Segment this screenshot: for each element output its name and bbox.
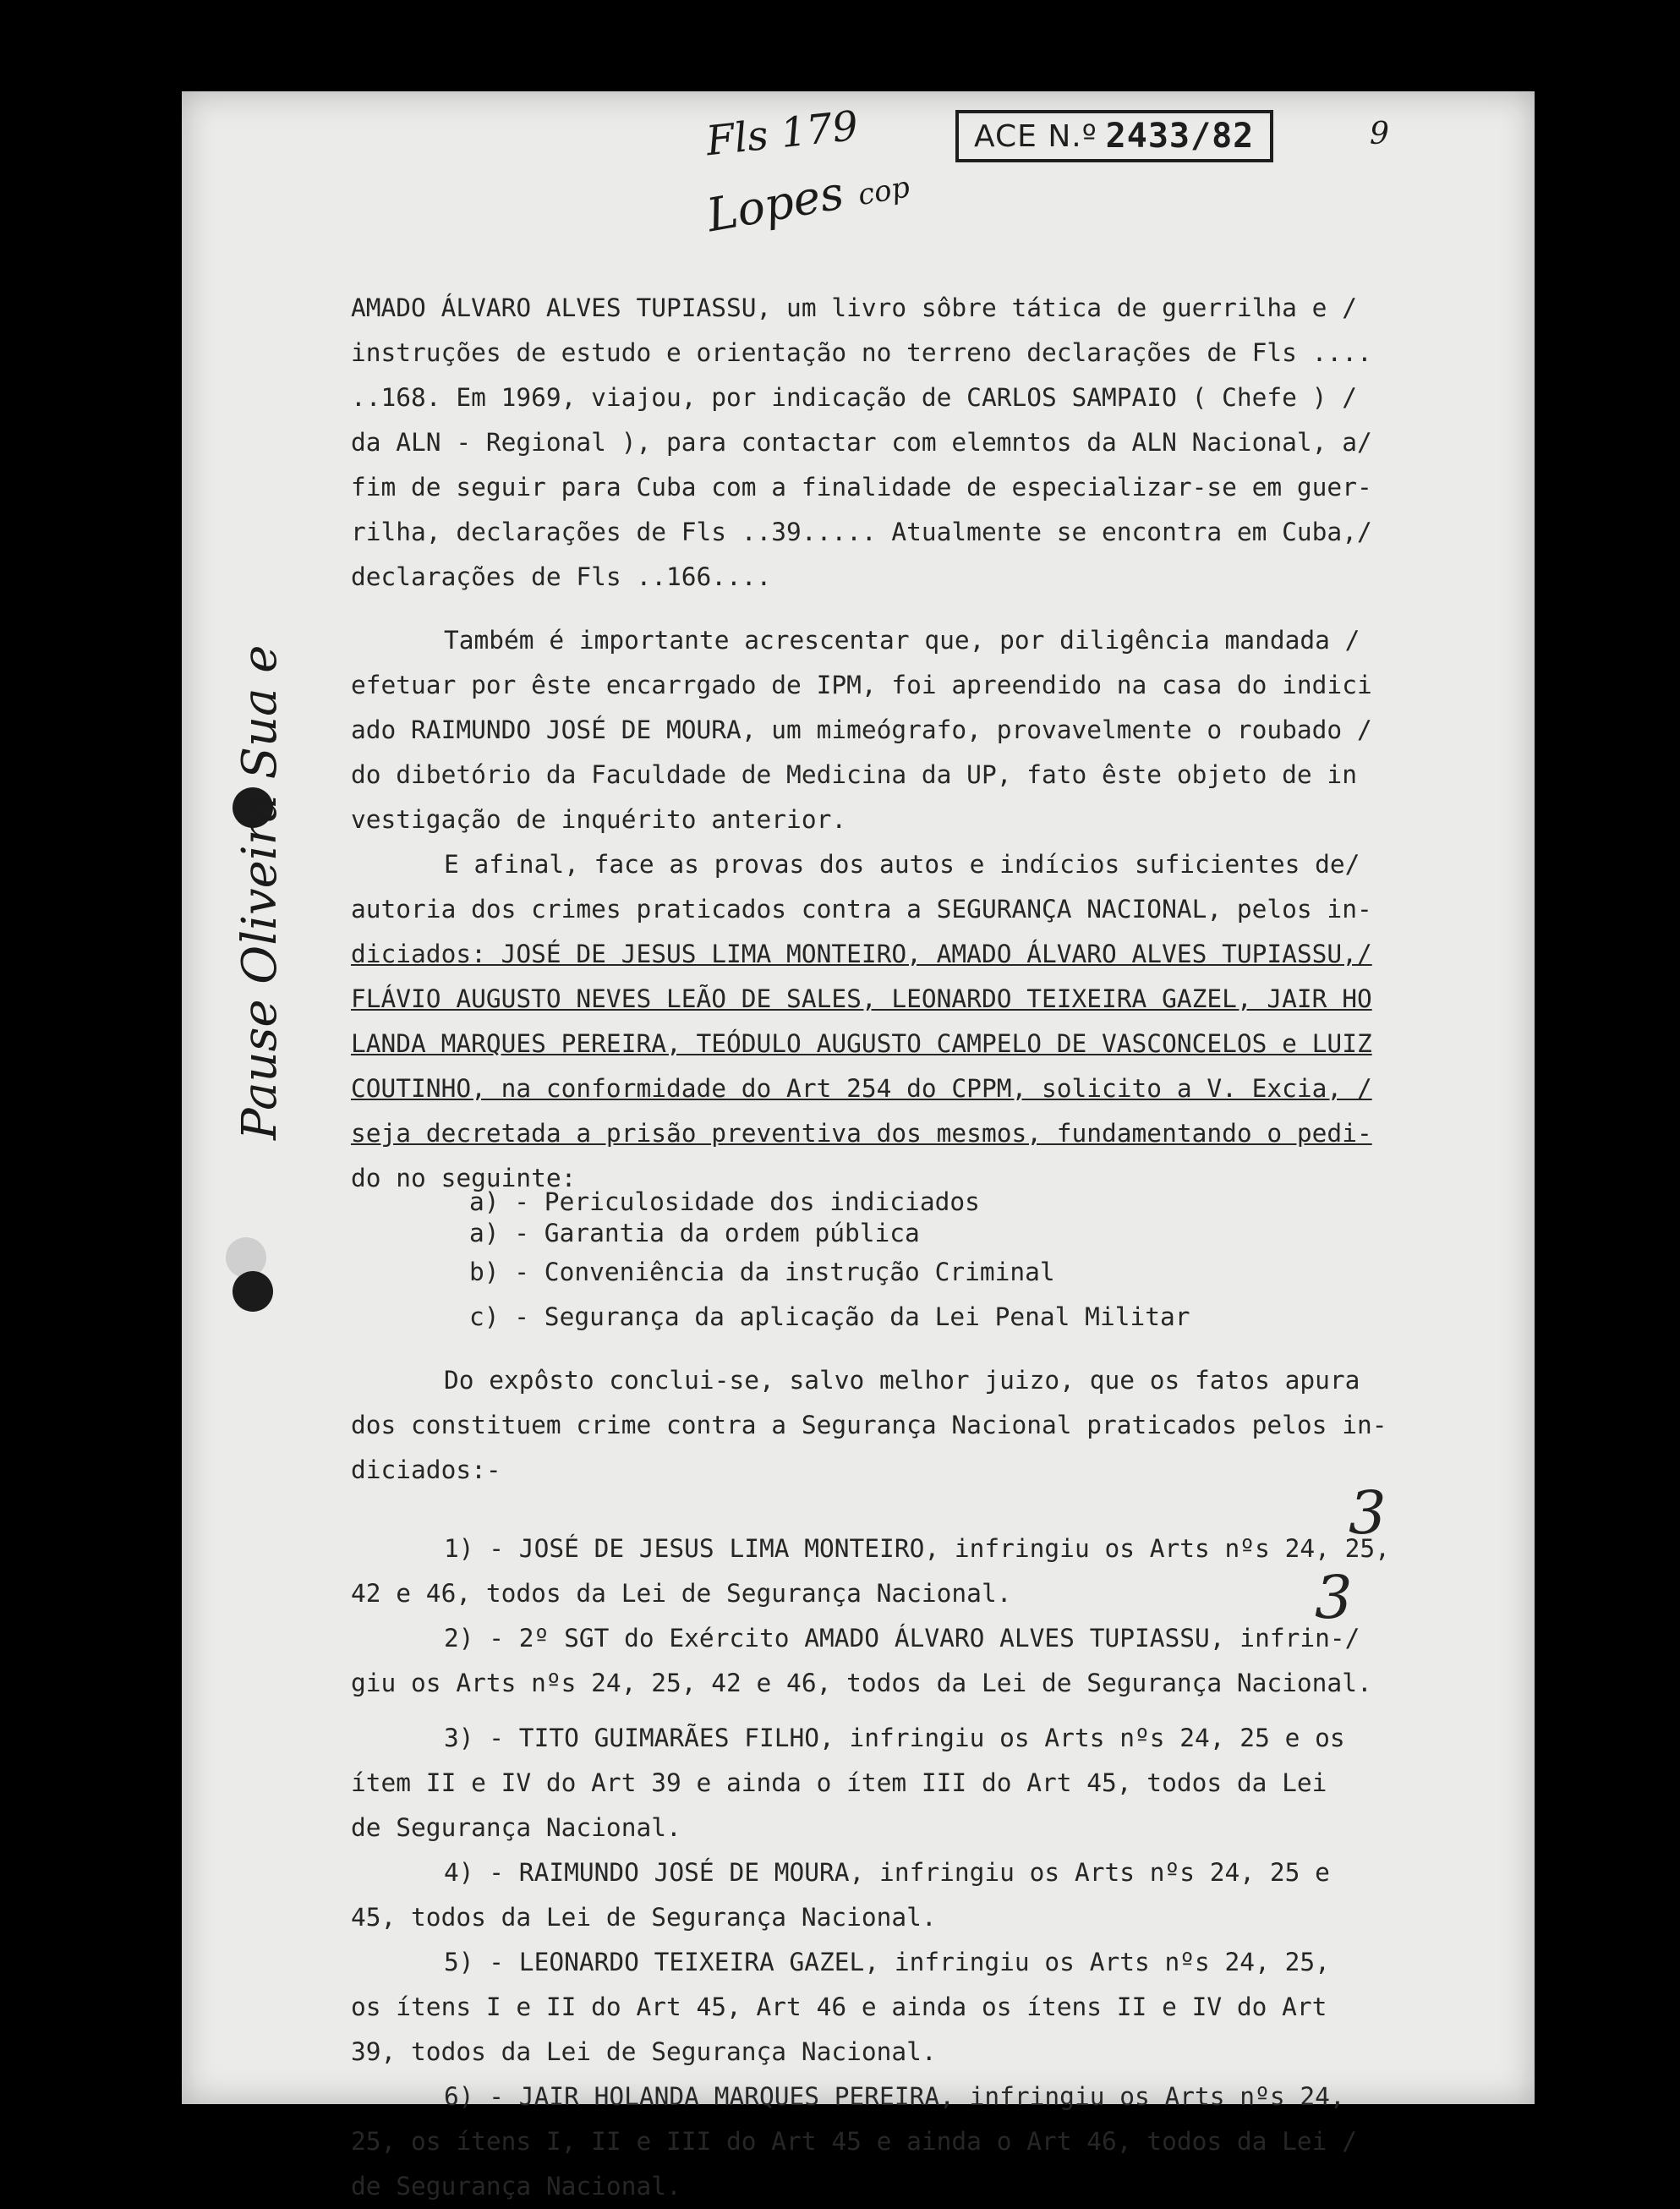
text-line: de Segurança Nacional.: [351, 1813, 681, 1842]
text-line: diciados: JOSÉ DE JESUS LIMA MONTEIRO, AMADO ÁLVARO ALVES TUPIASSU,/: [351, 940, 1372, 968]
text-line: LANDA MARQUES PEREIRA, TEÓDULO AUGUSTO CAMPELO DE VASCONCELOS e LUIZ: [351, 1029, 1372, 1058]
text-line: 42 e 46, todos da Lei de Segurança Nacional.: [351, 1579, 1012, 1608]
text-line: giu os Arts nºs 24, 25, 42 e 46, todos da Lei de Segurança Nacional.: [351, 1669, 1372, 1697]
ace-stamp-number: 2433/82: [1105, 117, 1255, 156]
paragraph-2: [351, 618, 1518, 842]
paragraph-conclusion: [351, 1358, 1518, 1493]
indictment-6: [351, 2075, 1518, 2209]
paragraph-3: [351, 842, 1518, 1201]
text-line: os ítens I e II do Art 45, Art 46 e ainda os ítens II e IV do Art: [351, 1992, 1327, 2021]
text-line: ítem II e IV do Art 39 e ainda o ítem III do Art 45, todos da Lei: [351, 1768, 1327, 1797]
text-line: E afinal, face as provas dos autos e indícios suficientes de/: [444, 850, 1360, 879]
text-line: declarações de Fls ..166....: [351, 562, 772, 591]
grounds-item: c) - Segurança da aplicação da Lei Penal Militar: [469, 1302, 1190, 1331]
text-line: 25, os ítens I, II e III do Art 45 e ainda o Art 46, todos da Lei /: [351, 2127, 1357, 2156]
text-line: vestigação de inquérito anterior.: [351, 805, 847, 834]
text-line: 1) - JOSÉ DE JESUS LIMA MONTEIRO, infringiu os Arts nºs 24, 25,: [444, 1534, 1390, 1563]
handwritten-folio: Fls 179: [703, 101, 861, 166]
text-line: do no seguinte:: [351, 1164, 577, 1192]
grounds-item: b) - Conveniência da instrução Criminal: [469, 1258, 1055, 1286]
text-line: seja decretada a prisão preventiva dos mesmos, fundamentando o pedi-: [351, 1119, 1372, 1148]
spacer: [351, 600, 1518, 618]
text-line: autoria dos crimes praticados contra a SEGURANÇA NACIONAL, pelos in-: [351, 895, 1372, 924]
paragraph-1: [351, 286, 1518, 600]
handwritten-initials-main: Lopes: [703, 166, 848, 243]
spacer: [351, 1706, 1518, 1716]
text-line: de Segurança Nacional.: [351, 2172, 681, 2201]
handwritten-initials-sub: cop: [855, 170, 913, 213]
text-line: rilha, declarações de Fls ..39..... Atualmente se encontra em Cuba,/: [351, 518, 1372, 546]
text-line: 2) - 2º SGT do Exército AMADO ÁLVARO ALVES TUPIASSU, infrin-/: [444, 1624, 1360, 1653]
spacer: [351, 1493, 1518, 1527]
ace-stamp-label: ACE N.º: [974, 118, 1097, 154]
text-line: FLÁVIO AUGUSTO NEVES LEÃO DE SALES, LEONARDO TEIXEIRA GAZEL, JAIR HO: [351, 984, 1372, 1013]
text-line: 6) - JAIR HOLANDA MARQUES PEREIRA, infringiu os Arts nºs 24,: [444, 2082, 1345, 2111]
indictment-1: [351, 1527, 1518, 1616]
text-line: dos constituem crime contra a Segurança Nacional praticados pelos in-: [351, 1411, 1387, 1439]
grounds-item: a) - Periculosidade dos indiciados: [469, 1187, 980, 1216]
indictment-3: [351, 1716, 1518, 1850]
indictment-4: [351, 1850, 1518, 1940]
text-line: instruções de estudo e orientação no terreno declarações de Fls ....: [351, 338, 1372, 367]
text-line: ado RAIMUNDO JOSÉ DE MOURA, um mimeógrafo, provavelmente o roubado /: [351, 715, 1372, 744]
text-line: do dibetório da Faculdade de Medicina da UP, fato êste objeto de in: [351, 760, 1357, 789]
indictment-5: [351, 1940, 1518, 2075]
handwritten-initials: [703, 155, 912, 243]
text-line: da ALN - Regional ), para contactar com elemntos da ALN Nacional, a/: [351, 428, 1372, 457]
text-line: efetuar por êste encarrgado de IPM, foi apreendido na casa do indici: [351, 671, 1372, 699]
text-line: 4) - RAIMUNDO JOSÉ DE MOURA, infringiu os Arts nºs 24, 25 e: [444, 1858, 1330, 1887]
text-line: 39, todos da Lei de Segurança Nacional.: [351, 2037, 937, 2066]
text-line: fim de seguir para Cuba com a finalidade de especializar-se em guer-: [351, 473, 1372, 502]
grounds-item: a) - Garantia da ordem pública: [469, 1219, 920, 1247]
text-line: COUTINHO, na conformidade do Art 254 do CPPM, solicito a V. Excia, /: [351, 1074, 1372, 1103]
text-line: ..168. Em 1969, viajou, por indicação de CARLOS SAMPAIO ( Chefe ) /: [351, 383, 1357, 412]
punch-hole-bottom: [233, 1271, 273, 1312]
indictment-2: [351, 1616, 1518, 1706]
text-line: Do expôsto conclui-se, salvo melhor juizo, que os fatos apura: [444, 1366, 1360, 1395]
document-body: [351, 286, 1518, 2209]
page-number: 9: [1370, 117, 1389, 151]
margin-note-right-2: 3: [1315, 1563, 1353, 1632]
text-line: 45, todos da Lei de Segurança Nacional.: [351, 1903, 937, 1932]
grounds-list: [351, 1187, 1518, 1340]
text-line: 3) - TITO GUIMARÃES FILHO, infringiu os Arts nºs 24, 25 e os: [444, 1724, 1345, 1752]
spacer: [351, 1340, 1518, 1358]
text-line: Também é importante acrescentar que, por diligência mandada /: [444, 626, 1360, 655]
text-line: AMADO ÁLVARO ALVES TUPIASSU, um livro sôbre tática de guerrilha e /: [351, 293, 1357, 322]
document-page: [182, 91, 1535, 2201]
margin-note-right-1: 3: [1349, 1478, 1387, 1548]
text-line: 5) - LEONARDO TEIXEIRA GAZEL, infringiu os Arts nºs 24, 25,: [444, 1948, 1330, 1976]
text-line: diciados:-: [351, 1455, 501, 1484]
margin-signature: Pause Oliveira Sua e: [233, 644, 287, 1140]
ace-stamp: [955, 110, 1273, 162]
